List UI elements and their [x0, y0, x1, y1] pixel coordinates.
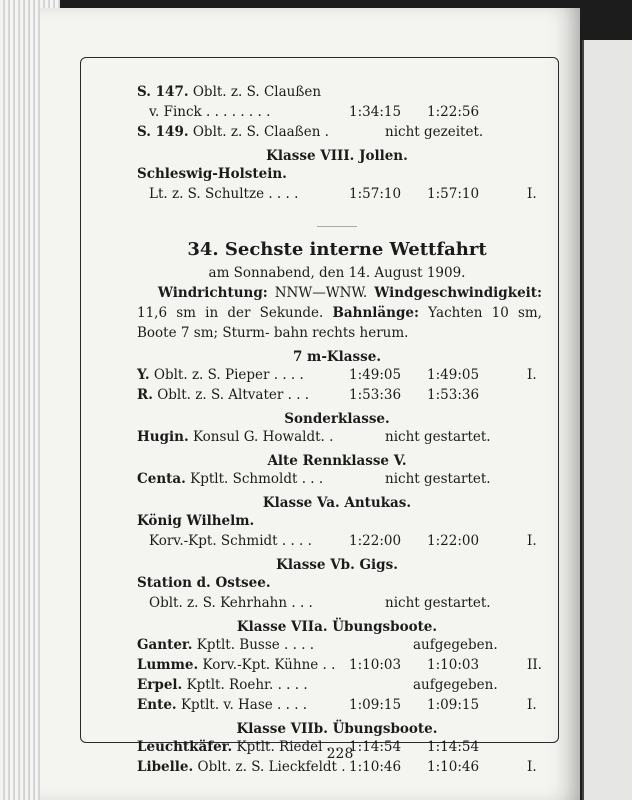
- result-row: [137, 184, 547, 204]
- skipper: Kptlt. Schmoldt . . .: [190, 471, 324, 487]
- section-divider: [317, 226, 357, 227]
- corrected-time: 1:10:03: [427, 657, 480, 673]
- class-heading: Klasse Vb. Gigs.: [276, 557, 398, 573]
- skipper: Korv.-Kpt. Schmidt . . . .: [149, 533, 312, 549]
- corrected-time: 1:57:10: [427, 186, 480, 202]
- class-heading: Alte Rennklasse V.: [267, 453, 407, 469]
- result-row: [137, 573, 547, 593]
- class-heading: Klasse VIIb. Übungsboote.: [236, 721, 438, 737]
- boat-name: S. 147.: [137, 84, 189, 100]
- course-label: Bahnlänge:: [332, 305, 419, 321]
- corrected-time: 1:14:54: [427, 739, 480, 755]
- result-row: [137, 102, 547, 122]
- result-note: aufgegeben.: [413, 637, 498, 653]
- wind-label: Windrichtung:: [157, 285, 268, 301]
- result-row: [137, 385, 547, 405]
- placing: I.: [527, 697, 537, 713]
- result-note: nicht gezeitet.: [385, 124, 484, 140]
- result-note: aufgegeben.: [413, 677, 498, 693]
- skipper: Lt. z. S. Schultze . . . .: [149, 186, 299, 202]
- boat-name: Libelle.: [137, 759, 194, 775]
- boat-name: Ganter.: [137, 637, 193, 653]
- skipper: Oblt. z. S. Claaßen .: [192, 124, 329, 140]
- class-heading: Klasse Va. Antukas.: [262, 495, 412, 511]
- race-date: am Sonnabend, den 14. August 1909.: [208, 265, 466, 281]
- elapsed-time: 1:10:46: [349, 759, 402, 775]
- elapsed-time: 1:09:15: [349, 697, 402, 713]
- boat-name: Centa.: [137, 471, 186, 487]
- skipper: Oblt. z. S. Lieckfeldt .: [197, 759, 346, 775]
- result-note: nicht gestartet.: [385, 595, 491, 611]
- corrected-time: 1:22:00: [427, 533, 480, 549]
- elapsed-time: 1:14:54: [349, 739, 402, 755]
- boat-name: Ente.: [137, 697, 177, 713]
- elapsed-time: 1:53:36: [349, 387, 402, 403]
- club-name: Schleswig-Holstein.: [137, 166, 287, 182]
- corrected-time: 1:53:36: [427, 387, 480, 403]
- elapsed-time: 1:10:03: [349, 657, 402, 673]
- skipper: Kptlt. Roehr. . . . .: [186, 677, 308, 693]
- boat-name: Lumme.: [137, 657, 199, 673]
- placing: II.: [527, 657, 542, 673]
- skipper: Oblt. z. S. Claußen: [192, 84, 322, 100]
- race-title: 34. Sechste interne Wettfahrt: [187, 239, 487, 260]
- result-row: [137, 531, 547, 551]
- boat-name: S. 149.: [137, 124, 189, 140]
- corrected-time: 1:49:05: [427, 367, 480, 383]
- wind-speed: 11,6 sm: [137, 305, 196, 321]
- result-row: [137, 655, 547, 675]
- corrected-time: 1:10:46: [427, 759, 480, 775]
- skipper: Oblt. z. S. Altvater . . .: [157, 387, 310, 403]
- page-number: 228: [326, 746, 354, 762]
- skipper: Korv.-Kpt. Kühne . .: [202, 657, 336, 673]
- elapsed-time: 1:22:00: [349, 533, 402, 549]
- corrected-time: 1:22:56: [427, 104, 480, 120]
- facing-page: [582, 40, 632, 800]
- result-row: [137, 635, 547, 655]
- boat-name: R.: [137, 387, 153, 403]
- result-row: [137, 695, 547, 715]
- wind-direction: NNW—WNW.: [274, 285, 368, 301]
- placing: I.: [527, 533, 537, 549]
- elapsed-time: 1:49:05: [349, 367, 402, 383]
- elapsed-time: 1:34:15: [349, 104, 402, 120]
- result-row: [137, 511, 547, 531]
- class-heading: Klasse VIII. Jollen.: [266, 148, 408, 164]
- boat-name: König Wilhelm.: [137, 513, 255, 529]
- skipper: Konsul G. Howaldt. .: [192, 429, 334, 445]
- placing: I.: [527, 759, 537, 775]
- boat-name: Erpel.: [137, 677, 183, 693]
- result-row: [137, 427, 547, 447]
- skipper: Oblt. z. S. Pieper . . . .: [153, 367, 304, 383]
- page-content: [137, 82, 547, 777]
- placing: I.: [527, 367, 537, 383]
- wind-speed-unit: in der Sekunde.: [205, 305, 324, 321]
- result-row: [137, 469, 547, 489]
- corrected-time: 1:09:15: [427, 697, 480, 713]
- boat-name: Y.: [137, 367, 150, 383]
- result-row: [137, 122, 547, 142]
- elapsed-time: 1:57:10: [349, 186, 402, 202]
- result-row: [137, 82, 547, 102]
- boat-name: Leuchtkäfer.: [137, 739, 233, 755]
- wind-speed-label: Windgeschwindigkeit:: [374, 285, 543, 301]
- result-note: nicht gestartet.: [385, 429, 491, 445]
- course-direction: bahn rechts herum.: [273, 325, 409, 341]
- boat-name: Station d. Ostsee.: [137, 575, 271, 591]
- class-heading: 7 m-Klasse.: [292, 349, 382, 365]
- boat-name: Hugin.: [137, 429, 189, 445]
- course-length: Yachten 10 sm, Boote 7 sm; Sturm-: [137, 305, 542, 341]
- skipper: Oblt. z. S. Kehrhahn . . .: [149, 595, 313, 611]
- placing: I.: [527, 186, 537, 202]
- class-heading: Sonderklasse.: [284, 411, 390, 427]
- skipper: Kptlt. v. Hase . . . .: [180, 697, 308, 713]
- result-note: nicht gestartet.: [385, 471, 491, 487]
- skipper: Kptlt. Busse . . . .: [196, 637, 315, 653]
- result-row: [137, 593, 547, 613]
- skipper: v. Finck . . . . . . . .: [149, 104, 271, 120]
- result-row: [137, 675, 547, 695]
- race-conditions: [137, 283, 542, 343]
- result-row: [137, 365, 547, 385]
- class-heading: Klasse VIIa. Übungsboote.: [236, 619, 438, 635]
- skipper: Kptlt. Riedel . .: [236, 739, 340, 755]
